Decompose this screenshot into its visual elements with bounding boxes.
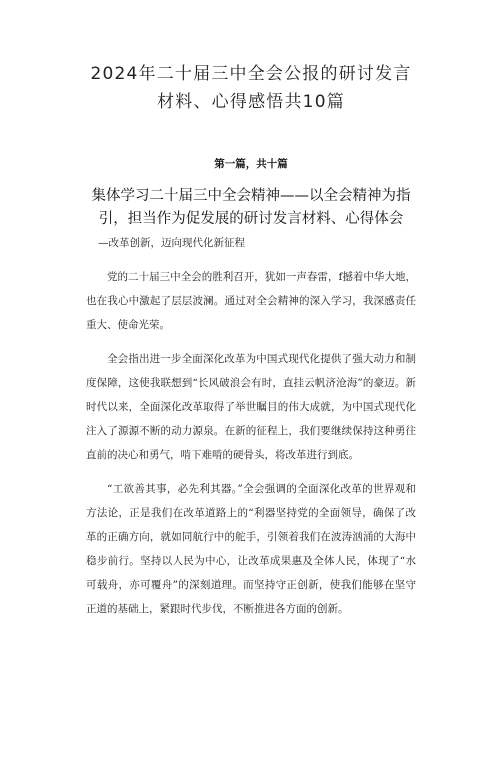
section-label: 第一篇，共十篇 [214,158,288,170]
body-paragraph-1: 党的二十届三中全会的胜利召开，犹如一声春雷，f撼着中华大地，也在我心中激起了层层波澜。通过对全会精神的深入学习，我深感责任重大、使命光荣。 [86,271,416,331]
body-paragraph-3: “工欲善其事，必先利其器。”全会强调的全面深化改革的世界观和方法论，正是我们在改革道路上的“利器坚持党的全面领导，确保了改革的正确方向，就如同航行中的舵手，引领着我们在波涛汹涌的大海中稳步前行。坚持以人民为中心，让改革成果惠及全体人民，体现了“水可载舟，亦可覆舟”的深刻道理。而坚持守正创新，使我们能够在坚守正道的基础上，紧跟时代步伐，不断推进各方面的创新。 [86,483,416,615]
body-paragraph-2: 全会指出进一步全面深化改革为中国式现代化提供了强大动力和制度保障，这使我联想到“长风破浪会有时，直挂云帆济沧海”的豪迈。新时代以来，全面深化改革取得了举世瞩目的伟大成就，为中国式现代化注入了源源不断的动力源泉。在新的征程上，我们要继续保持这种勇往直前的决心和勇气，啃下难啃的硬骨头，将改革进行到底。 [86,353,416,461]
article-subtitle: —改革创新，迈向现代化新征程 [98,237,245,249]
document-title: 2024年二十届三中全会公报的研讨发言材料、心得感悟共10篇 [90,64,412,112]
document-page [0,60,500,767]
article-title: 集体学习二十届三中全会精神——以全会精神为指引，担当作为促发展的研讨发言材料、心得体会 [91,188,411,227]
